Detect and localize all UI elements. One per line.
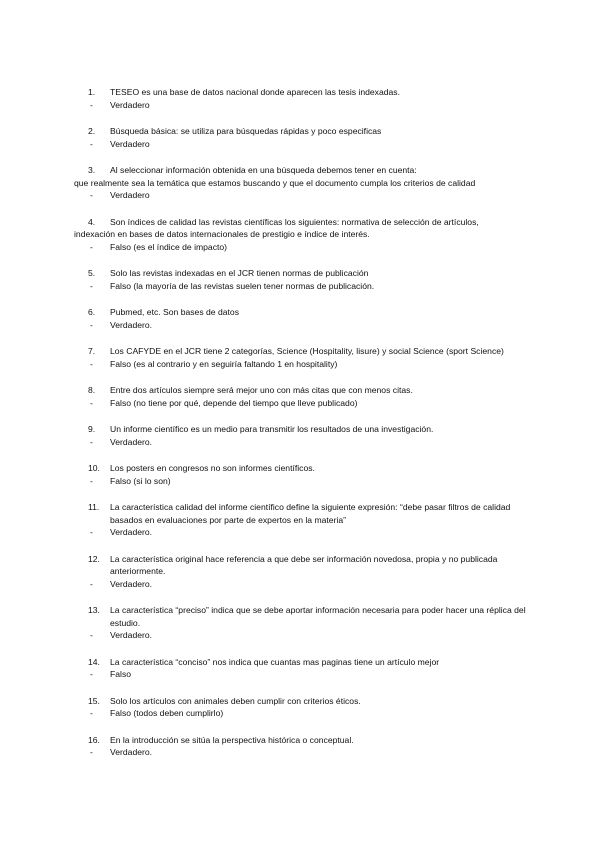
answer: - Verdadero — [90, 190, 150, 201]
list-item — [0, 384, 600, 409]
question: 1. TESEO es una base de datos nacional donde aparecen las tesis indexadas. — [88, 87, 400, 97]
list-item — [0, 164, 600, 202]
answer: - Verdadero. — [90, 578, 153, 589]
list-item — [0, 604, 600, 642]
question-list — [0, 86, 600, 773]
answer: - Verdadero — [90, 99, 150, 110]
list-item — [0, 216, 600, 254]
list-item — [0, 423, 600, 448]
list-item — [0, 462, 600, 487]
list-item — [0, 86, 600, 111]
question: 7. Los CAFYDE en el JCR tiene 2 categorías, Science (Hospitality, lisure) y social Science (sport Science) — [88, 346, 504, 357]
answer: - Falso (todos deben cumplirlo) — [90, 708, 224, 719]
question: 10. Los posters en congresos no son informes científicos. — [88, 463, 315, 474]
question: 15. Solo los artículos con animales deben cumplir con criterios éticos. — [88, 695, 361, 706]
list-item — [0, 553, 600, 591]
list-item — [0, 345, 600, 370]
question: 5. Solo las revistas indexadas en el JCR tienen normas de publicación — [88, 268, 369, 279]
answer: - Falso (es el índice de impacto) — [90, 241, 228, 252]
question: 11. La característica calidad del informe científico define la siguiente expresión: “debe pasar filtros de calidad basados en evaluaciones por parte de expertos en la materia” — [88, 502, 511, 525]
answer: - Falso (si lo son) — [90, 475, 171, 486]
question: 9. Un informe científico es un medio para transmitir los resultados de una investigación. — [88, 424, 434, 435]
list-item — [0, 734, 600, 759]
list-item — [0, 656, 600, 681]
answer: - Falso (no tiene por qué, depende del tiempo que lleve publicado) — [90, 397, 358, 408]
question: 8. Entre dos artículos siempre será mejor uno con más citas que con menos citas. — [88, 385, 413, 396]
list-item — [0, 267, 600, 292]
question: 4. Son índices de calidad las revistas científicas los siguientes: normativa de selección de artículos, indexación en bases de datos internacionales de prestigio e índice de interés. — [74, 216, 479, 240]
question: 12. La característica original hace referencia a que debe ser información novedosa, propia y no publicada anteriormente. — [88, 553, 498, 577]
answer: - Verdadero. — [90, 527, 153, 538]
answer: - Verdadero. — [90, 436, 153, 447]
list-item — [0, 125, 600, 150]
question: 13. La característica “preciso” indica que se debe aportar información necesaria para poder hacer una réplica del estudio. — [88, 605, 526, 628]
question: 16. En la introducción se sitúa la perspectiva histórica o conceptual. — [88, 734, 354, 745]
answer: - Verdadero. — [90, 319, 153, 330]
list-item — [0, 695, 600, 720]
question: 14. La característica “conciso” nos indica que cuantas mas paginas tiene un artículo mejor — [88, 656, 440, 667]
answer: - Verdadero — [90, 138, 150, 149]
answer: - Falso — [90, 669, 132, 680]
question: 2. Búsqueda básica: se utiliza para búsquedas rápidas y poco especificas — [88, 125, 382, 136]
answer: - Verdadero. — [90, 747, 153, 758]
answer: - Falso (es al contrario y en seguiría faltando 1 en hospitality) — [90, 358, 338, 369]
question: 3. Al seleccionar información obtenida en una búsqueda debemos tener en cuenta: que realmente sea la temática que estamos buscando y que el documento cumpla los criterios de calidad — [74, 164, 476, 188]
answer: - Falso (la mayoría de las revistas suelen tener normas de publicación. — [90, 280, 375, 291]
list-item — [0, 501, 600, 539]
answer: - Verdadero. — [90, 630, 153, 641]
question: 6. Pubmed, etc. Son bases de datos — [88, 307, 239, 318]
list-item — [0, 306, 600, 331]
